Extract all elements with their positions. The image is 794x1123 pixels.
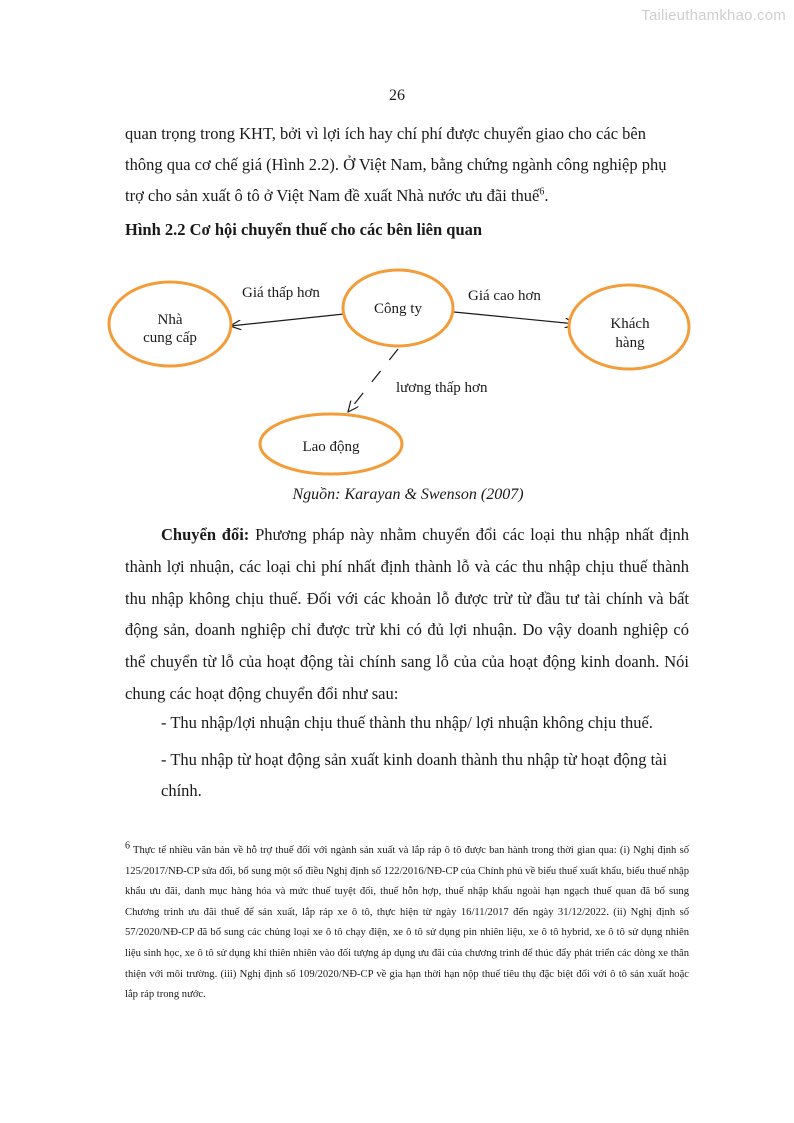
watermark: Tailieuthamkhao.com — [641, 7, 786, 24]
conversion-paragraph — [125, 519, 689, 710]
arrow-to-customer — [454, 312, 576, 324]
intro-line-3-end: . — [544, 186, 549, 205]
conversion-text: Phương pháp này nhằm chuyển đổi các loại thu nhập nhất định thành lợi nhuận, các loại chi phí nhất định thành lỗ và các thu nhập chịu thuế thành thu nhập không chịu thuế. Đối với các khoản lỗ được trừ từ đầu tư tài chính và bất động sản, doanh nghiệp chỉ được trừ khi có đủ lợi nhuận. Do vậy doanh nghiệp có thể chuyển từ lỗ của hoạt động tài chính sang lỗ của của hoạt động kinh doanh. Nói chung các hoạt động chuyển đổi như sau: — [125, 525, 689, 703]
edge-label-higher-price: Giá cao hơn — [468, 288, 541, 304]
customer-label-1: Khách — [610, 316, 650, 332]
edge-label-lower-wage: lương thấp hơn — [396, 380, 488, 396]
footnote-text: Thực tế nhiều văn bản về hỗ trợ thuế đối với ngành sản xuất và lắp ráp ô tô được ban hành trong thời gian qua: (i) Nghị định số 125/2017/NĐ-CP sửa đổi, bổ sung một số điều Nghị định số 122/2016/NĐ-CP của Chính phủ về biểu thuế xuất khẩu, biểu thuế nhập khẩu ưu đãi, danh mục hàng hóa và mức thuế tuyệt đối, thuế hỗn hợp, thuế nhập khẩu ngoài hạn ngạch thuế quan đã bổ sung Chương trình ưu đãi thuế để sản xuất, lắp ráp xe ô tô, thực hiện từ ngày 16/11/2017 đến ngày 31/12/2022. (ii) Nghị định số 57/2020/NĐ-CP đã bổ sung các chủng loại xe ô tô chạy điện, xe ô tô sử dụng pin nhiên liệu, xe ô tô hybrid, xe ô tô sử dụng nhiên liệu sinh học, xe ô tô sử dụng khí thiên nhiên vào đối tượng áp dụng ưu đãi của chương trình để thúc đẩy phát triển các dòng xe thân thiện với môi trường. (iii) Nghị định số 109/2020/NĐ-CP về gia hạn thời hạn nộp thuế tiêu thụ đặc biệt đối với ô tô sản xuất hoặc lắp ráp trong nước. — [125, 845, 689, 1001]
figure-source: Nguồn: Karayan & Swenson (2007) — [292, 486, 524, 503]
edge-label-lower-price: Giá thấp hơn — [242, 285, 320, 301]
company-label: Công ty — [374, 301, 422, 317]
labor-label: Lao động — [302, 439, 360, 455]
supplier-label-1: Nhà — [157, 312, 183, 328]
list-item: - Thu nhập/lợi nhuận chịu thuế thành thu nhập/ lợi nhuận không chịu thuế. — [161, 713, 653, 732]
intro-line-3-text: trợ cho sản xuất ô tô ở Việt Nam đề xuất Nhà nước ưu đãi thuế — [125, 186, 540, 205]
figure-title: Hình 2.2 Cơ hội chuyển thuế cho các bên liên quan — [125, 220, 483, 239]
arrow-to-supplier — [230, 314, 344, 326]
supplier-label-2: cung cấp — [143, 330, 197, 346]
list-item: - Thu nhập từ hoạt động sản xuất kinh doanh thành thu nhập từ hoạt động tài chính. — [161, 750, 668, 800]
arrow-to-labor — [348, 349, 398, 412]
page-number: 26 — [389, 87, 405, 104]
intro-line-2: thông qua cơ chế giá (Hình 2.2). Ở Việt Nam, bằng chứng ngành công nghiệp phụ — [125, 155, 667, 174]
customer-label-2: hàng — [615, 335, 645, 351]
intro-line-1: quan trọng trong KHT, bởi vì lợi ích hay chí phí được chuyển giao cho các bên — [125, 124, 646, 143]
footnote — [125, 841, 689, 1006]
footnote-reference[interactable]: 6 — [539, 186, 545, 198]
footnote-number: 6 — [125, 840, 130, 852]
conversion-heading: Chuyển đổi: — [161, 525, 250, 544]
